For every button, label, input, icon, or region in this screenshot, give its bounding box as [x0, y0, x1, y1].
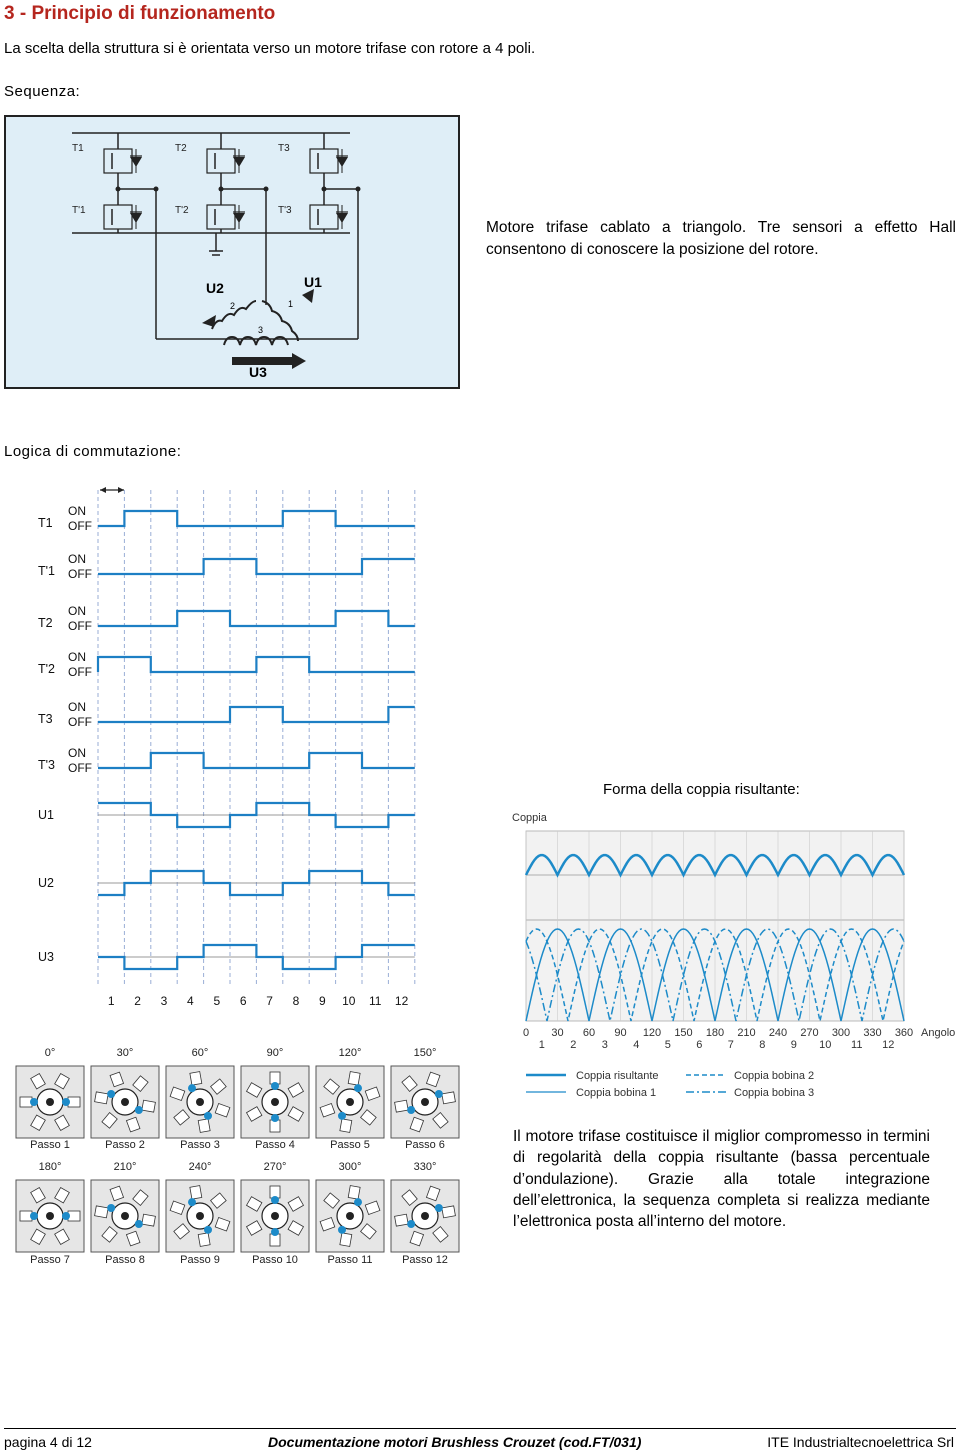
rotor-step-illustration	[241, 1066, 309, 1138]
torque-angle-tick: 120	[642, 1027, 662, 1039]
step-angle-label: 150°	[413, 1047, 437, 1059]
signal-on-label: ON	[68, 746, 86, 760]
rotor-step-illustration	[391, 1066, 459, 1138]
signal-off-label: OFF	[68, 567, 92, 581]
signal-name: T1	[38, 516, 53, 530]
timing-step-label: 11	[368, 994, 382, 1008]
coil-number-2: 2	[230, 301, 236, 311]
footer-company: ITE Industrialtecnoelettrica Srl	[767, 1434, 954, 1450]
step-angle-label: 240°	[188, 1161, 212, 1173]
phase-name: U2	[38, 876, 54, 890]
torque-angle-tick: 240	[768, 1027, 788, 1039]
step-name-label: Passo 7	[30, 1254, 70, 1266]
transistor-bottom-1	[72, 205, 142, 229]
torque-step-tick: 6	[696, 1039, 703, 1051]
step-name-label: Passo 10	[252, 1254, 298, 1266]
footer-divider	[4, 1428, 956, 1429]
transistor-label-top-3: T3	[278, 143, 290, 154]
signal-off-label: OFF	[68, 715, 92, 729]
torque-step-tick: 7	[727, 1039, 734, 1051]
step-name-label: Passo 6	[405, 1139, 445, 1151]
transistor-top-1	[72, 143, 142, 173]
signal-off-label: OFF	[68, 761, 92, 775]
signal-on-label: ON	[68, 504, 86, 518]
torque-angle-tick: 330	[863, 1027, 882, 1039]
circuit-diagram	[4, 115, 460, 389]
logic-label: Logica di commutazione:	[4, 443, 182, 460]
motor-description: Motore trifase cablato a triangolo. Tre sensori a effetto Hall consentono di conoscere la posizione del rotore.	[486, 219, 956, 258]
signal-name: T2	[38, 616, 53, 630]
rotor-step-illustration	[166, 1066, 234, 1138]
step-angle-label: 120°	[338, 1047, 362, 1059]
signal-on-label: ON	[68, 700, 86, 714]
intro-text: La scelta della struttura si è orientata verso un motore trifase con rotore a 4 poli.	[4, 40, 536, 57]
torque-chart	[508, 805, 960, 1105]
step-angle-label: 300°	[338, 1161, 362, 1173]
torque-step-tick: 4	[633, 1039, 640, 1051]
step-name-label: Passo 11	[327, 1254, 373, 1266]
torque-angle-tick: 270	[800, 1027, 819, 1039]
torque-step-tick: 11	[851, 1039, 863, 1051]
torque-step-tick: 10	[819, 1039, 832, 1051]
step-angle-label: 60°	[191, 1047, 209, 1059]
torque-angle-tick: 360	[894, 1027, 914, 1039]
footer-page-number: pagina 4 di 12	[4, 1434, 92, 1450]
signal-off-label: OFF	[68, 665, 92, 679]
step-name-label: Passo 1	[30, 1139, 70, 1151]
torque-title: Forma della coppia risultante:	[603, 781, 800, 798]
rotor-step-illustration	[16, 1066, 84, 1138]
step-angle-label: 0°	[44, 1047, 56, 1059]
step-name-label: Passo 12	[402, 1254, 448, 1266]
torque-angle-tick: 0	[522, 1027, 530, 1039]
circuit-schematic	[6, 117, 458, 387]
rotor-step-illustration	[91, 1066, 159, 1138]
torque-step-tick: 12	[882, 1039, 895, 1051]
timing-step-label: 4	[187, 994, 194, 1008]
legend-coil-1: Coppia bobina 1	[576, 1087, 657, 1099]
timing-step-label: 2	[134, 994, 141, 1008]
step-angle-label: 30°	[116, 1047, 134, 1059]
timing-step-label: 8	[292, 994, 300, 1008]
step-width-arrow	[100, 487, 124, 493]
transistor-bottom-3	[278, 205, 348, 229]
step-angle-label: 90°	[266, 1047, 284, 1059]
torque-step-tick: 3	[601, 1039, 608, 1051]
coil-number-3: 3	[258, 325, 264, 335]
rotor-step-illustration	[316, 1066, 384, 1138]
coil-label-u2: U2	[206, 280, 224, 296]
torque-y-label: Coppia	[512, 812, 547, 824]
timing-step-label: 9	[319, 994, 326, 1008]
step-angle-label: 180°	[38, 1161, 62, 1173]
coil-label-u3: U3	[249, 364, 267, 380]
torque-step-tick: 9	[790, 1039, 797, 1051]
rotor-step-illustration	[391, 1180, 459, 1252]
rotor-steps-grid	[14, 1042, 474, 1272]
signal-off-label: OFF	[68, 519, 92, 533]
signal-waveform-4	[98, 657, 415, 672]
transistor-top-3	[278, 143, 348, 173]
commutation-timing-diagram	[30, 485, 430, 1015]
step-name-label: Passo 3	[180, 1139, 220, 1151]
coil-label-u1: U1	[304, 274, 322, 290]
phase-name: U3	[38, 950, 54, 964]
transistor-label-bottom-1: T'1	[72, 205, 86, 216]
transistor-label-top-1: T1	[72, 143, 84, 154]
signal-on-label: ON	[68, 650, 86, 664]
transistor-label-bottom-3: T'3	[278, 205, 292, 216]
signal-on-label: ON	[68, 552, 86, 566]
conclusion-text: Il motore trifase costituisce il miglior compromesso in termini di regolarità della coppia risultante (bassa percentuale d’ondulazione). Grazie alla totale integrazione dell’elettronica, la sequenza completa si realizza mediante l’elettronica posta all’interno del motore.	[513, 1128, 930, 1231]
torque-angle-tick: 150	[674, 1027, 693, 1039]
timing-step-label: 5	[213, 994, 221, 1008]
torque-legend	[526, 1070, 814, 1099]
timing-step-label: 3	[160, 994, 168, 1008]
torque-angle-tick: 90	[614, 1027, 627, 1039]
torque-angle-tick: 30	[551, 1027, 564, 1039]
rotor-step-illustration	[316, 1180, 384, 1252]
legend-coil-3: Coppia bobina 3	[734, 1087, 815, 1099]
signal-on-label: ON	[68, 604, 86, 618]
timing-step-label: 12	[394, 994, 409, 1008]
step-angle-label: 330°	[413, 1161, 437, 1173]
legend-coil-2: Coppia bobina 2	[734, 1070, 815, 1082]
step-name-label: Passo 2	[105, 1139, 145, 1151]
rotor-step-illustration	[16, 1180, 84, 1252]
rotor-step-illustration	[166, 1180, 234, 1252]
rotor-step-illustration	[91, 1180, 159, 1252]
torque-step-tick: 8	[759, 1039, 766, 1051]
torque-step-tick: 1	[538, 1039, 545, 1051]
step-name-label: Passo 4	[255, 1139, 295, 1151]
step-name-label: Passo 5	[330, 1139, 370, 1151]
torque-angle-tick: 180	[705, 1027, 725, 1039]
signal-off-label: OFF	[68, 619, 92, 633]
step-name-label: Passo 9	[180, 1254, 220, 1266]
step-angle-label: 210°	[113, 1161, 137, 1173]
timing-step-label: 7	[266, 994, 273, 1008]
coil-number-1: 1	[288, 299, 294, 309]
step-angle-label: 270°	[263, 1161, 287, 1173]
page-title: 3 - Principio di funzionamento	[4, 3, 276, 24]
timing-step-label: 6	[239, 994, 247, 1008]
timing-step-label: 1	[107, 994, 115, 1008]
signal-name: T'2	[38, 662, 55, 676]
timing-step-label: 10	[342, 994, 356, 1008]
transistor-top-2	[175, 143, 245, 173]
transistor-bottom-2	[175, 205, 245, 229]
footer-document-title: Documentazione motori Brushless Crouzet (cod.FT/031)	[268, 1434, 642, 1450]
legend-resultant: Coppia risultante	[576, 1070, 659, 1082]
transistor-label-bottom-2: T'2	[175, 205, 189, 216]
torque-step-tick: 2	[570, 1039, 577, 1051]
signal-name: T'3	[38, 758, 55, 772]
signal-waveform-2	[98, 559, 415, 574]
signal-name: T3	[38, 712, 53, 726]
signal-name: T'1	[38, 564, 55, 578]
transistor-label-top-2: T2	[175, 143, 187, 154]
torque-x-label: Angolo	[921, 1027, 956, 1039]
rotor-step-illustration	[241, 1180, 309, 1252]
sequence-label: Sequenza:	[4, 83, 81, 100]
torque-angle-tick: 300	[831, 1027, 851, 1039]
torque-angle-tick: 60	[582, 1027, 596, 1039]
step-name-label: Passo 8	[105, 1254, 145, 1266]
phase-name: U1	[38, 808, 54, 822]
torque-angle-tick: 210	[737, 1027, 756, 1039]
torque-step-tick: 5	[664, 1039, 671, 1051]
